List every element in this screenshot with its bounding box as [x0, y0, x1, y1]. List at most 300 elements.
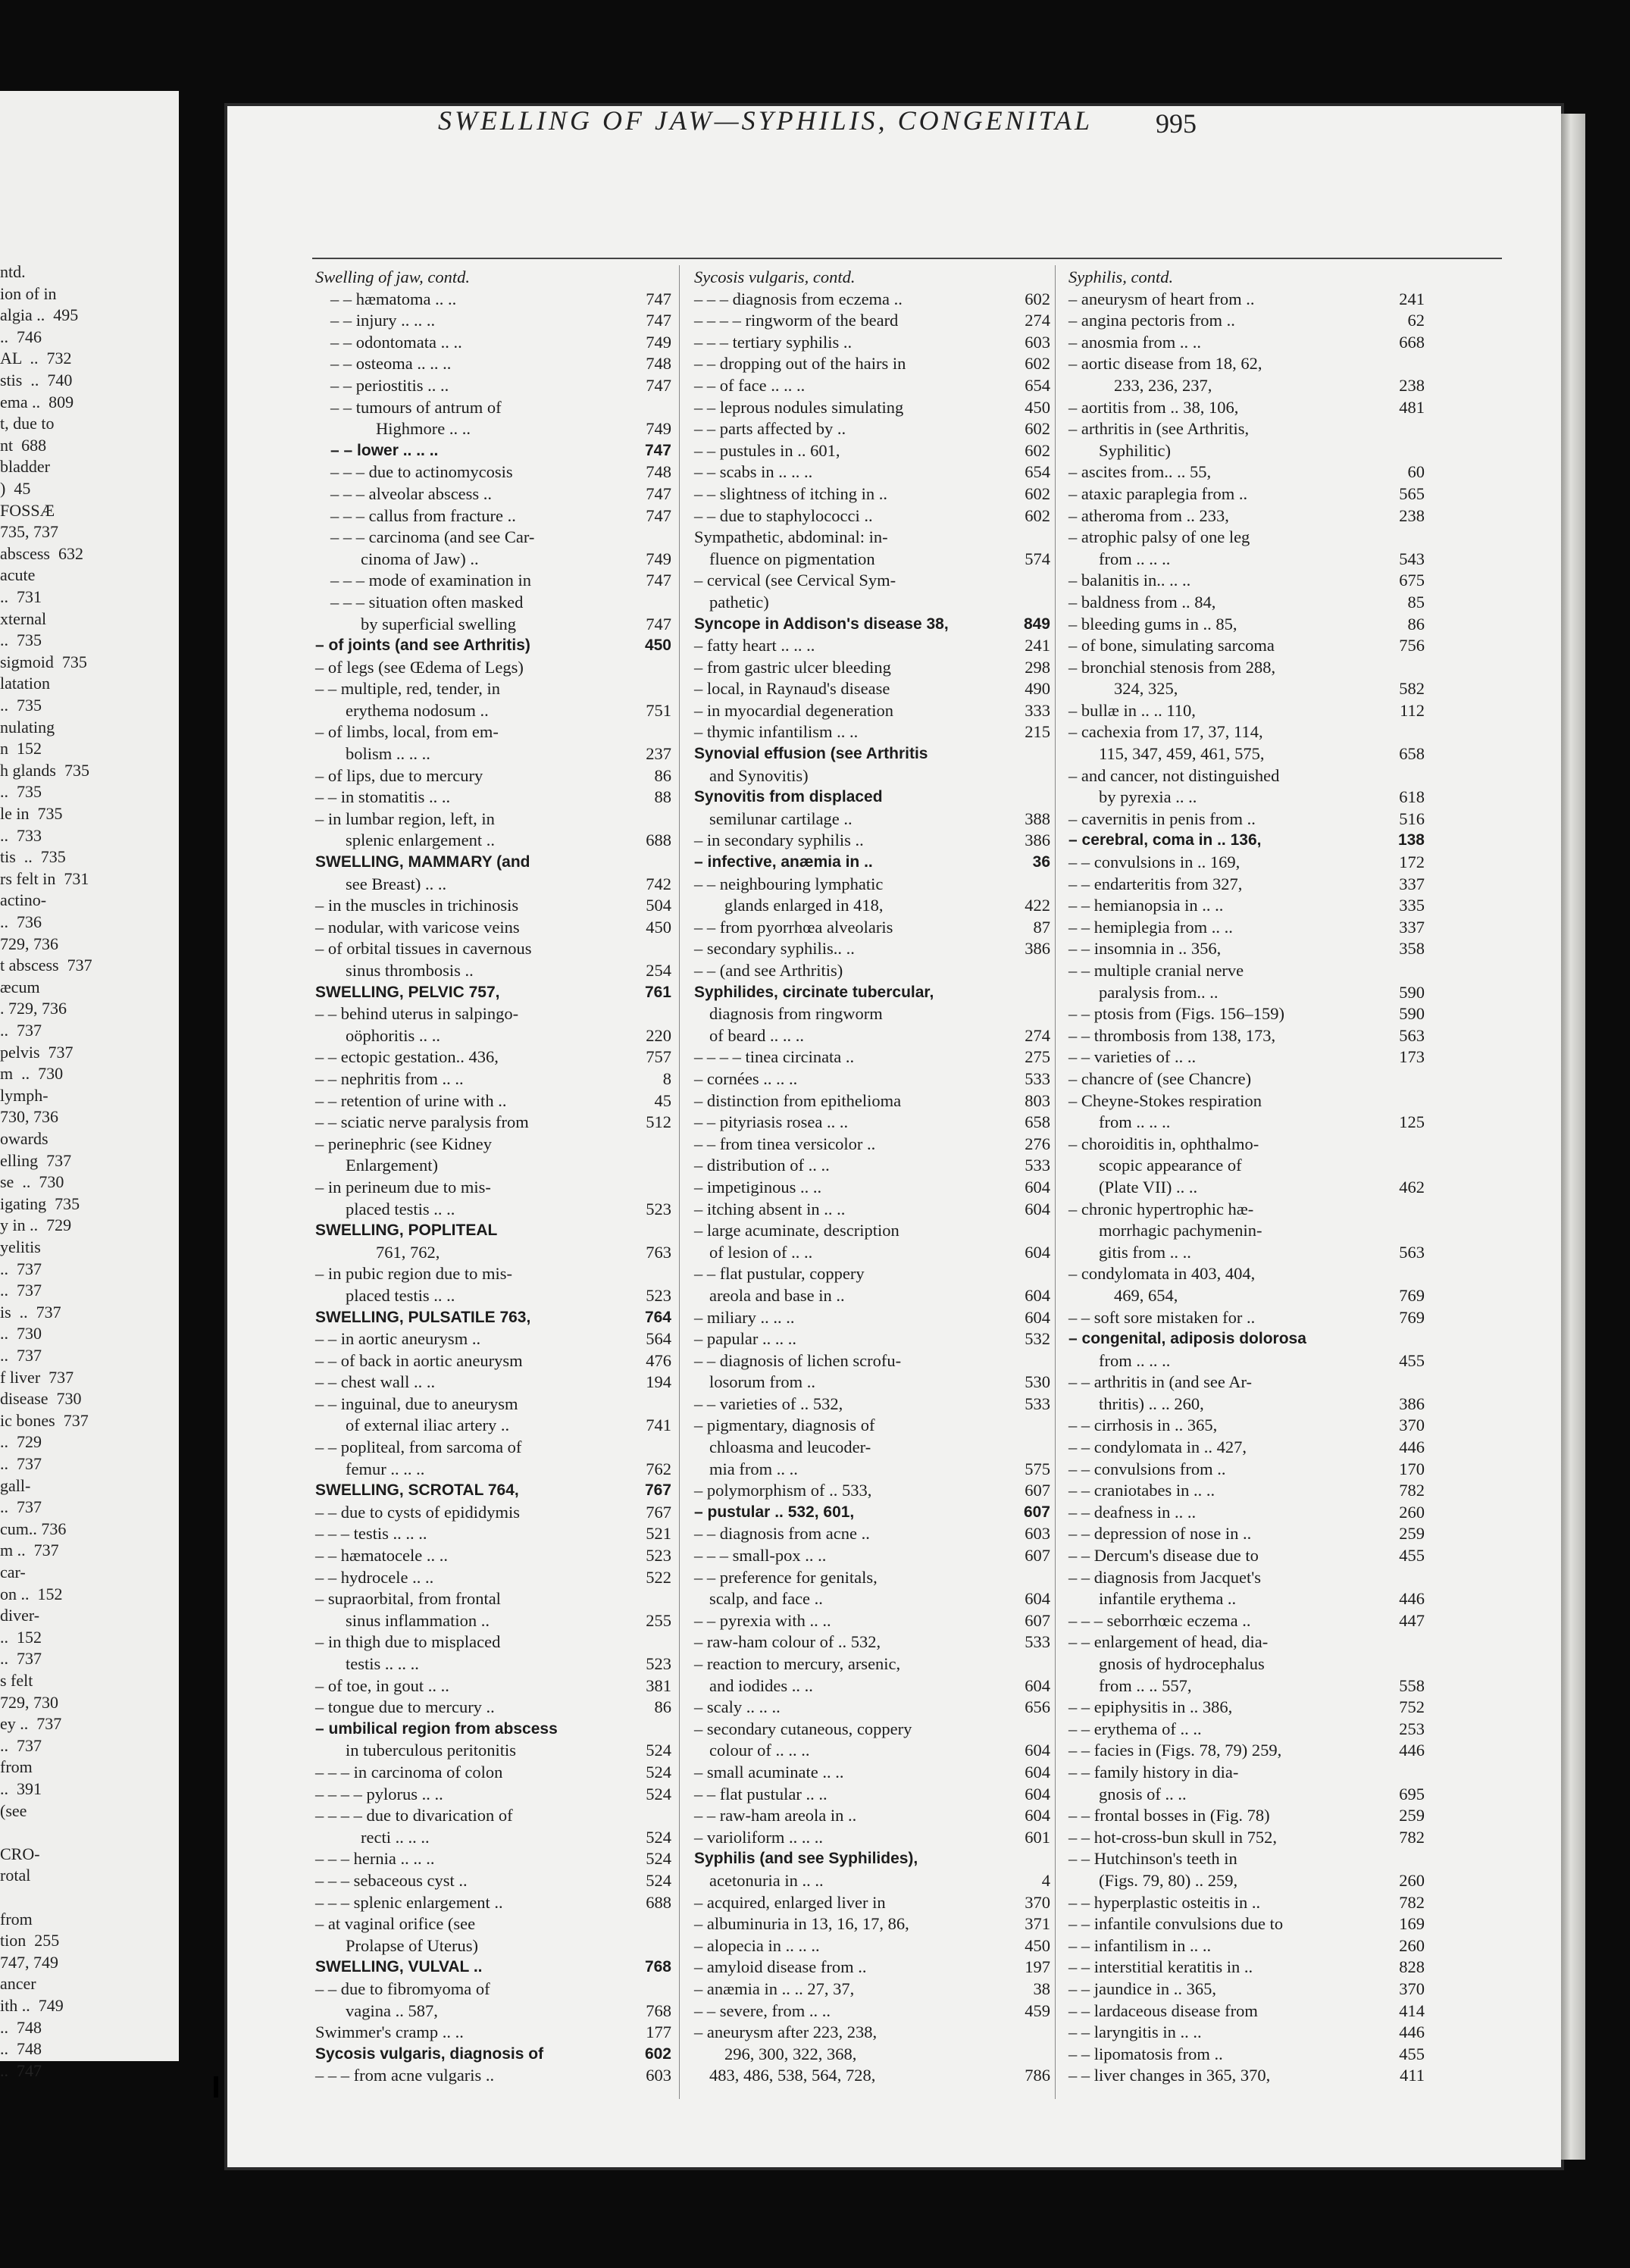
- entry-page-ref: 749: [646, 332, 671, 352]
- entry-text: – – cirrhosis in .. 365,: [1068, 1416, 1218, 1435]
- entry-text: – – leprous nodules simulating: [694, 397, 904, 417]
- index-entry: [694, 1003, 1050, 1025]
- entry-page-ref: 533: [1025, 1156, 1050, 1175]
- entry-page-ref: 656: [1025, 1697, 1050, 1717]
- index-entry: [694, 1199, 1050, 1221]
- left-fragment-line: rotal: [0, 1866, 31, 1885]
- index-entry: [1068, 982, 1425, 1004]
- entry-text: – secondary syphilis.. ..: [694, 939, 855, 959]
- entry-text: – from gastric ulcer bleeding: [694, 657, 891, 677]
- entry-page-ref: 558: [1399, 1675, 1425, 1695]
- index-entry: [1068, 2001, 1425, 2022]
- entry-text: – of toe, in gout .. ..: [315, 1675, 449, 1695]
- index-entry: [315, 505, 671, 527]
- index-entry: [694, 1242, 1050, 1264]
- entry-page-ref: 654: [1025, 375, 1050, 395]
- index-entry: [694, 938, 1050, 960]
- entry-text: see Breast) .. ..: [346, 874, 447, 893]
- entry-page-ref: 238: [1399, 505, 1425, 525]
- entry-page-ref: 756: [1399, 636, 1425, 655]
- entry-text: semilunar cartilage ..: [709, 809, 853, 828]
- entry-page-ref: 767: [644, 1481, 671, 1500]
- entry-text: – – raw-ham areola in ..: [694, 1806, 857, 1825]
- entry-page-ref: 764: [644, 1308, 671, 1326]
- entry-text: placed testis .. ..: [346, 1285, 455, 1305]
- entry-text: – infective, anæmia in ..: [694, 853, 873, 871]
- entry-text: – of joints (and see Arthritis): [315, 637, 530, 655]
- left-fragment-line: .. 730: [0, 1324, 42, 1344]
- entry-text: – Cheyne-Stokes respiration: [1068, 1090, 1262, 1110]
- entry-page-ref: 658: [1025, 1112, 1050, 1132]
- entry-text: – pigmentary, diagnosis of: [694, 1416, 875, 1435]
- entry-text: – atheroma from .. 233,: [1068, 505, 1229, 525]
- index-entry: [1068, 895, 1425, 917]
- left-fragment-line: h glands 735: [0, 760, 89, 780]
- entry-text: – – multiple cranial nerve: [1068, 961, 1244, 980]
- left-fragment-line: CRO-: [0, 1844, 40, 1863]
- entry-text: – – odontomata .. ..: [330, 332, 462, 352]
- index-entry: [694, 1762, 1050, 1784]
- index-entry: [694, 700, 1050, 722]
- index-entry: [315, 1307, 671, 1329]
- entry-page-ref: 446: [1399, 1741, 1425, 1760]
- entry-text: – – from tinea versicolor ..: [694, 1134, 876, 1153]
- entry-text: 115, 347, 459, 461, 575,: [1099, 744, 1265, 764]
- index-entry: [694, 1090, 1050, 1112]
- entry-text: SWELLING, VULVAL ..: [315, 1958, 483, 1976]
- index-entry: [694, 527, 1050, 549]
- left-fragment-line: disease 730: [0, 1389, 82, 1409]
- entry-text: – – slightness of itching in ..: [694, 483, 887, 503]
- entry-page-ref: 668: [1399, 332, 1425, 352]
- index-entry: [694, 2044, 1050, 2066]
- entry-page-ref: 602: [1025, 419, 1050, 439]
- index-entry: [694, 1805, 1050, 1827]
- entry-page-ref: 761: [644, 983, 671, 1001]
- entry-text: – baldness from .. 84,: [1068, 592, 1216, 612]
- index-entry: [694, 1979, 1050, 2001]
- index-entry: [1068, 1762, 1425, 1784]
- index-entry: [315, 765, 671, 787]
- index-entry: [694, 1177, 1050, 1199]
- entry-text: – bronchial stenosis from 288,: [1068, 657, 1276, 677]
- index-entry: [694, 635, 1050, 657]
- entry-text: – – epiphysitis in .. 386,: [1068, 1697, 1233, 1717]
- entry-text: – – – – ringworm of the beard: [694, 311, 899, 330]
- entry-page-ref: 169: [1399, 1914, 1425, 1934]
- entry-text: and iodides .. ..: [709, 1675, 813, 1695]
- index-entry: [315, 1827, 671, 1849]
- left-fragment-line: actino-: [0, 890, 47, 910]
- entry-text: – bleeding gums in .. 85,: [1068, 614, 1237, 633]
- entry-page-ref: 255: [646, 1610, 671, 1630]
- left-fragment-line: ntd.: [0, 262, 26, 281]
- entry-page-ref: 523: [646, 1546, 671, 1566]
- column-divider: [1055, 265, 1056, 2099]
- entry-page-ref: 241: [1025, 636, 1050, 655]
- entry-text: – – in aortic aneurysm ..: [315, 1329, 481, 1349]
- left-fragment-line: FOSSÆ: [0, 500, 55, 520]
- left-fragment-line: nt 688: [0, 435, 47, 455]
- entry-page-ref: 370: [1399, 1979, 1425, 1998]
- index-entry: [315, 830, 671, 852]
- entry-page-ref: 276: [1025, 1134, 1050, 1153]
- index-entry: [315, 657, 671, 679]
- index-entry: [315, 1567, 671, 1589]
- entry-text: scopic appearance of: [1099, 1156, 1242, 1175]
- entry-page-ref: 604: [1025, 1762, 1050, 1782]
- left-fragment-line: stis .. 740: [0, 371, 73, 389]
- index-entry: [315, 982, 671, 1004]
- entry-text: – – ptosis from (Figs. 156–159): [1068, 1004, 1285, 1024]
- entry-page-ref: 688: [646, 1892, 671, 1912]
- left-fragment-line: 729, 730: [0, 1692, 58, 1712]
- entry-text: – raw-ham colour of .. 532,: [694, 1632, 881, 1652]
- entry-text: – perinephric (see Kidney: [315, 1134, 493, 1153]
- index-entry: [694, 1394, 1050, 1416]
- entry-text: – cavernitis in penis from ..: [1068, 809, 1256, 828]
- index-entry: [1068, 1848, 1425, 1870]
- left-fragment-line: le in 735: [0, 804, 63, 823]
- entry-text: – cachexia from 17, 37, 114,: [1068, 722, 1263, 742]
- entry-text: – nodular, with varicose veins: [315, 917, 520, 937]
- entry-text: sinus inflammation ..: [346, 1610, 490, 1630]
- index-entry: [315, 1913, 671, 1935]
- entry-page-ref: 604: [1025, 1806, 1050, 1825]
- index-entry: [1068, 1913, 1425, 1935]
- index-entry: [694, 1784, 1050, 1806]
- index-entry: [694, 1415, 1050, 1437]
- entry-page-ref: 768: [646, 2001, 671, 2020]
- left-fragment-line: 729, 736: [0, 934, 58, 953]
- entry-text: – – Dercum's disease due to: [1068, 1546, 1259, 1566]
- entry-page-ref: 748: [646, 354, 671, 374]
- entry-text: Swelling of jaw, contd.: [315, 267, 470, 286]
- index-entry: [1068, 1957, 1425, 1979]
- entry-text: acetonuria in .. ..: [709, 1870, 824, 1890]
- entry-text: gnosis of hydrocephalus: [1099, 1654, 1265, 1673]
- entry-page-ref: 602: [1025, 354, 1050, 374]
- index-entry: [315, 549, 671, 571]
- entry-page-ref: 602: [1025, 289, 1050, 308]
- index-entry: [694, 1502, 1050, 1524]
- entry-text: – – inguinal, due to aneurysm: [315, 1394, 518, 1413]
- entry-page-ref: 607: [1025, 1610, 1050, 1630]
- entry-page-ref: 237: [646, 744, 671, 764]
- index-entry: [315, 809, 671, 831]
- index-entry: [694, 1112, 1050, 1134]
- index-entry: [1068, 1740, 1425, 1762]
- entry-page-ref: 523: [646, 1285, 671, 1305]
- index-entry: [694, 549, 1050, 571]
- index-entry: [315, 267, 671, 289]
- entry-text: Sycosis vulgaris, diagnosis of: [315, 2044, 544, 2063]
- index-entry: [315, 1242, 671, 1264]
- entry-page-ref: 447: [1399, 1610, 1425, 1630]
- index-entry: [694, 1697, 1050, 1719]
- entry-page-ref: 749: [646, 549, 671, 568]
- entry-page-ref: 688: [646, 831, 671, 850]
- entry-text: – – dropping out of the hairs in: [694, 354, 906, 374]
- index-entry: [1068, 1394, 1425, 1416]
- entry-text: Synovitis from displaced: [694, 788, 883, 806]
- entry-page-ref: 752: [1399, 1697, 1425, 1717]
- index-entry: [315, 527, 671, 549]
- left-fragment-line: 730, 736: [0, 1107, 58, 1127]
- entry-page-ref: 194: [646, 1372, 671, 1392]
- entry-text: 233, 236, 237,: [1114, 375, 1212, 395]
- entry-text: – – condylomata in .. 427,: [1068, 1437, 1247, 1457]
- entry-text: – distinction from epithelioma: [694, 1090, 902, 1110]
- left-fragment-line: s felt: [0, 1671, 33, 1690]
- entry-text: – – pyrexia with .. ..: [694, 1610, 831, 1630]
- entry-text: areola and base in ..: [709, 1285, 845, 1305]
- entry-text: – – hæmatocele .. ..: [315, 1546, 448, 1566]
- entry-text: – – pityriasis rosea .. ..: [694, 1112, 849, 1132]
- index-entry: [315, 852, 671, 874]
- entry-text: – – frontal bosses in (Fig. 78): [1068, 1806, 1270, 1825]
- entry-text: – balanitis in.. .. ..: [1068, 571, 1191, 590]
- left-fragment-line: elling 737: [0, 1150, 72, 1170]
- entry-text: – – hydrocele .. ..: [315, 1567, 434, 1587]
- entry-page-ref: 607: [1025, 1481, 1050, 1500]
- index-entry: [694, 1285, 1050, 1307]
- index-entry: [1068, 852, 1425, 874]
- left-fragment-line: .. 391: [0, 1779, 42, 1798]
- entry-page-ref: 62: [1407, 311, 1425, 330]
- entry-page-ref: 749: [646, 419, 671, 439]
- entry-text: – – convulsions from ..: [1068, 1459, 1226, 1478]
- index-entry: [1068, 938, 1425, 960]
- entry-page-ref: 381: [646, 1675, 671, 1695]
- index-entry: [315, 1437, 671, 1459]
- entry-page-ref: 446: [1399, 2022, 1425, 2042]
- entry-page-ref: 604: [1025, 1242, 1050, 1262]
- entry-text: – – multiple, red, tender, in: [315, 679, 501, 699]
- entry-text: Highmore .. ..: [376, 419, 471, 439]
- entry-text: – aneurysm after 223, 238,: [694, 2022, 878, 2042]
- entry-page-ref: 371: [1025, 1914, 1050, 1934]
- index-entry: [694, 721, 1050, 743]
- entry-text: – – – – tinea circinata ..: [694, 1047, 855, 1067]
- entry-text: scalp, and face ..: [709, 1589, 823, 1609]
- index-entry: [1068, 289, 1425, 311]
- index-entry: [694, 1827, 1050, 1849]
- entry-text: – – due to staphylococci ..: [694, 505, 873, 525]
- entry-page-ref: 524: [646, 1870, 671, 1890]
- entry-page-ref: 298: [1025, 657, 1050, 677]
- index-entry: [694, 1220, 1050, 1242]
- left-fragment-line: ey .. 737: [0, 1714, 62, 1734]
- index-entry: [694, 289, 1050, 311]
- index-entry: [315, 1675, 671, 1697]
- entry-text: in tuberculous peritonitis: [346, 1741, 516, 1760]
- entry-page-ref: 86: [654, 1697, 671, 1717]
- index-entry: [315, 2065, 671, 2087]
- index-entry: [315, 592, 671, 614]
- entry-text: – – infantilism in .. ..: [1068, 1935, 1212, 1955]
- index-entry: [315, 874, 671, 896]
- index-entry: [694, 1523, 1050, 1545]
- entry-page-ref: 604: [1025, 1285, 1050, 1305]
- entry-text: – fatty heart .. .. ..: [694, 636, 815, 655]
- entry-page-ref: 386: [1025, 831, 1050, 850]
- index-entry: [315, 678, 671, 700]
- index-entry: [694, 960, 1050, 982]
- index-entry: [315, 721, 671, 743]
- entry-text: pathetic): [709, 592, 769, 612]
- index-entry: [694, 1350, 1050, 1372]
- entry-page-ref: 601: [1025, 1827, 1050, 1847]
- entry-text: Sycosis vulgaris, contd.: [694, 267, 856, 286]
- index-entry: [694, 787, 1050, 809]
- index-entry: [694, 1545, 1050, 1567]
- entry-page-ref: 762: [646, 1459, 671, 1478]
- index-entry: [315, 1588, 671, 1610]
- index-entry: [1068, 1285, 1425, 1307]
- index-entry: [1068, 1631, 1425, 1653]
- left-fragment-line: AL .. 732: [0, 349, 72, 368]
- entry-page-ref: 604: [1025, 1741, 1050, 1760]
- entry-text: from .. .. ..: [1099, 1112, 1171, 1132]
- index-entry: [315, 1003, 671, 1025]
- left-fragment-line: .. 152: [0, 1627, 42, 1647]
- index-entry: [315, 332, 671, 354]
- entry-page-ref: 125: [1399, 1112, 1425, 1132]
- left-fragment-line: .. 737: [0, 1346, 42, 1365]
- index-entry: [1068, 549, 1425, 571]
- entry-page-ref: 335: [1399, 896, 1425, 915]
- index-entry: [694, 1046, 1050, 1068]
- entry-page-ref: 604: [1025, 1675, 1050, 1695]
- index-entry: [1068, 1046, 1425, 1068]
- entry-text: – tongue due to mercury ..: [315, 1697, 495, 1717]
- index-entry: [694, 743, 1050, 765]
- index-entry: [694, 397, 1050, 419]
- index-entry: [1068, 1979, 1425, 2001]
- entry-page-ref: 450: [644, 637, 671, 655]
- entry-text: – – lipomatosis from ..: [1068, 2044, 1223, 2063]
- entry-text: – in myocardial degeneration: [694, 700, 894, 720]
- left-fragment-line: .. 748: [0, 2017, 42, 2037]
- left-fragment-line: .. 737: [0, 1649, 42, 1669]
- entry-text: – – – from acne vulgaris ..: [315, 2066, 495, 2085]
- index-entry: [1068, 1177, 1425, 1199]
- index-entry: [694, 1068, 1050, 1090]
- index-entry: [1068, 700, 1425, 722]
- index-entry: [315, 1762, 671, 1784]
- left-fragment-line: yelitis: [0, 1237, 41, 1256]
- entry-text: – – – due to actinomycosis: [330, 462, 513, 482]
- index-entry: [1068, 332, 1425, 354]
- entry-page-ref: 695: [1399, 1784, 1425, 1803]
- index-entry: [694, 1675, 1050, 1697]
- index-entry: [1068, 1870, 1425, 1892]
- index-entry: [694, 592, 1050, 614]
- entry-page-ref: 524: [646, 1849, 671, 1869]
- entry-text: – ascites from.. .. 55,: [1068, 462, 1212, 482]
- entry-text: – aortic disease from 18, 62,: [1068, 354, 1262, 374]
- entry-text: – – liver changes in 365, 370,: [1068, 2066, 1271, 2085]
- index-entry: [694, 375, 1050, 397]
- entry-page-ref: 782: [1399, 1827, 1425, 1847]
- index-entry: [315, 1350, 671, 1372]
- left-fragment-line: nulating: [0, 717, 55, 737]
- index-entry: [1068, 874, 1425, 896]
- entry-page-ref: 516: [1399, 809, 1425, 828]
- entry-text: – – depression of nose in ..: [1068, 1524, 1252, 1544]
- index-entry: [1068, 1719, 1425, 1741]
- entry-text: SWELLING, MAMMARY (and: [315, 853, 530, 871]
- entry-page-ref: 747: [644, 441, 671, 459]
- left-fragment-line: .. 736: [0, 912, 42, 931]
- index-entry: [1068, 2044, 1425, 2066]
- entry-text: – – – seborrhœic eczema ..: [1068, 1610, 1251, 1630]
- entry-text: – angina pectoris from ..: [1068, 311, 1235, 330]
- entry-text: – – varieties of .. 532,: [694, 1394, 843, 1413]
- entry-text: – – interstitial keratitis in ..: [1068, 1957, 1253, 1977]
- index-column-2: [694, 267, 1050, 2087]
- index-entry: [1068, 418, 1425, 440]
- index-entry: [694, 982, 1050, 1004]
- entry-page-ref: 543: [1399, 549, 1425, 568]
- entry-page-ref: 769: [1399, 1285, 1425, 1305]
- entry-page-ref: 607: [1025, 1546, 1050, 1566]
- entry-page-ref: 254: [646, 961, 671, 980]
- entry-text: – – endarteritis from 327,: [1068, 874, 1243, 893]
- entry-page-ref: 747: [646, 483, 671, 503]
- index-column-1: [315, 267, 671, 2087]
- entry-text: SWELLING, PELVIC 757,: [315, 983, 500, 1001]
- index-entry: [315, 353, 671, 375]
- entry-page-ref: 564: [646, 1329, 671, 1349]
- index-entry: [1068, 1459, 1425, 1481]
- entry-text: – – severe, from .. ..: [694, 2001, 831, 2020]
- entry-page-ref: 828: [1399, 1957, 1425, 1977]
- index-entry: [315, 1719, 671, 1741]
- entry-page-ref: 220: [646, 1025, 671, 1045]
- entry-page-ref: 604: [1025, 1784, 1050, 1803]
- entry-text: – – hot-cross-bun skull in 752,: [1068, 1827, 1277, 1847]
- entry-text: – – due to cysts of epididymis: [315, 1502, 520, 1522]
- left-fragment-line: m .. 737: [0, 1541, 59, 1560]
- left-fragment-line: .. 746: [0, 327, 42, 346]
- left-fragment-line: .. 729: [0, 1432, 42, 1452]
- index-entry: [694, 1437, 1050, 1459]
- entry-page-ref: 742: [646, 874, 671, 893]
- entry-page-ref: 446: [1399, 1589, 1425, 1609]
- entry-page-ref: 36: [1032, 853, 1050, 871]
- entry-page-ref: 388: [1025, 809, 1050, 828]
- entry-page-ref: 259: [1399, 1806, 1425, 1825]
- left-fragment-line: .. 737: [0, 1259, 42, 1278]
- entry-text: of external iliac artery ..: [346, 1416, 510, 1435]
- index-entry: [1068, 1025, 1425, 1047]
- header-rule: [312, 258, 1502, 259]
- index-entry: [315, 1046, 671, 1068]
- index-entry: [694, 895, 1050, 917]
- entry-text: – – due to fibromyoma of: [315, 1979, 490, 1998]
- index-entry: [315, 635, 671, 657]
- left-fragment-line: .. 737: [0, 1454, 42, 1473]
- entry-page-ref: 260: [1399, 1935, 1425, 1955]
- entry-page-ref: 45: [654, 1090, 671, 1110]
- index-entry: [694, 2022, 1050, 2044]
- entry-page-ref: 602: [644, 2044, 671, 2063]
- entry-text: – of limbs, local, from em-: [315, 722, 499, 742]
- index-entry: [315, 1177, 671, 1199]
- entry-text: – – diagnosis from Jacquet's: [1068, 1567, 1262, 1587]
